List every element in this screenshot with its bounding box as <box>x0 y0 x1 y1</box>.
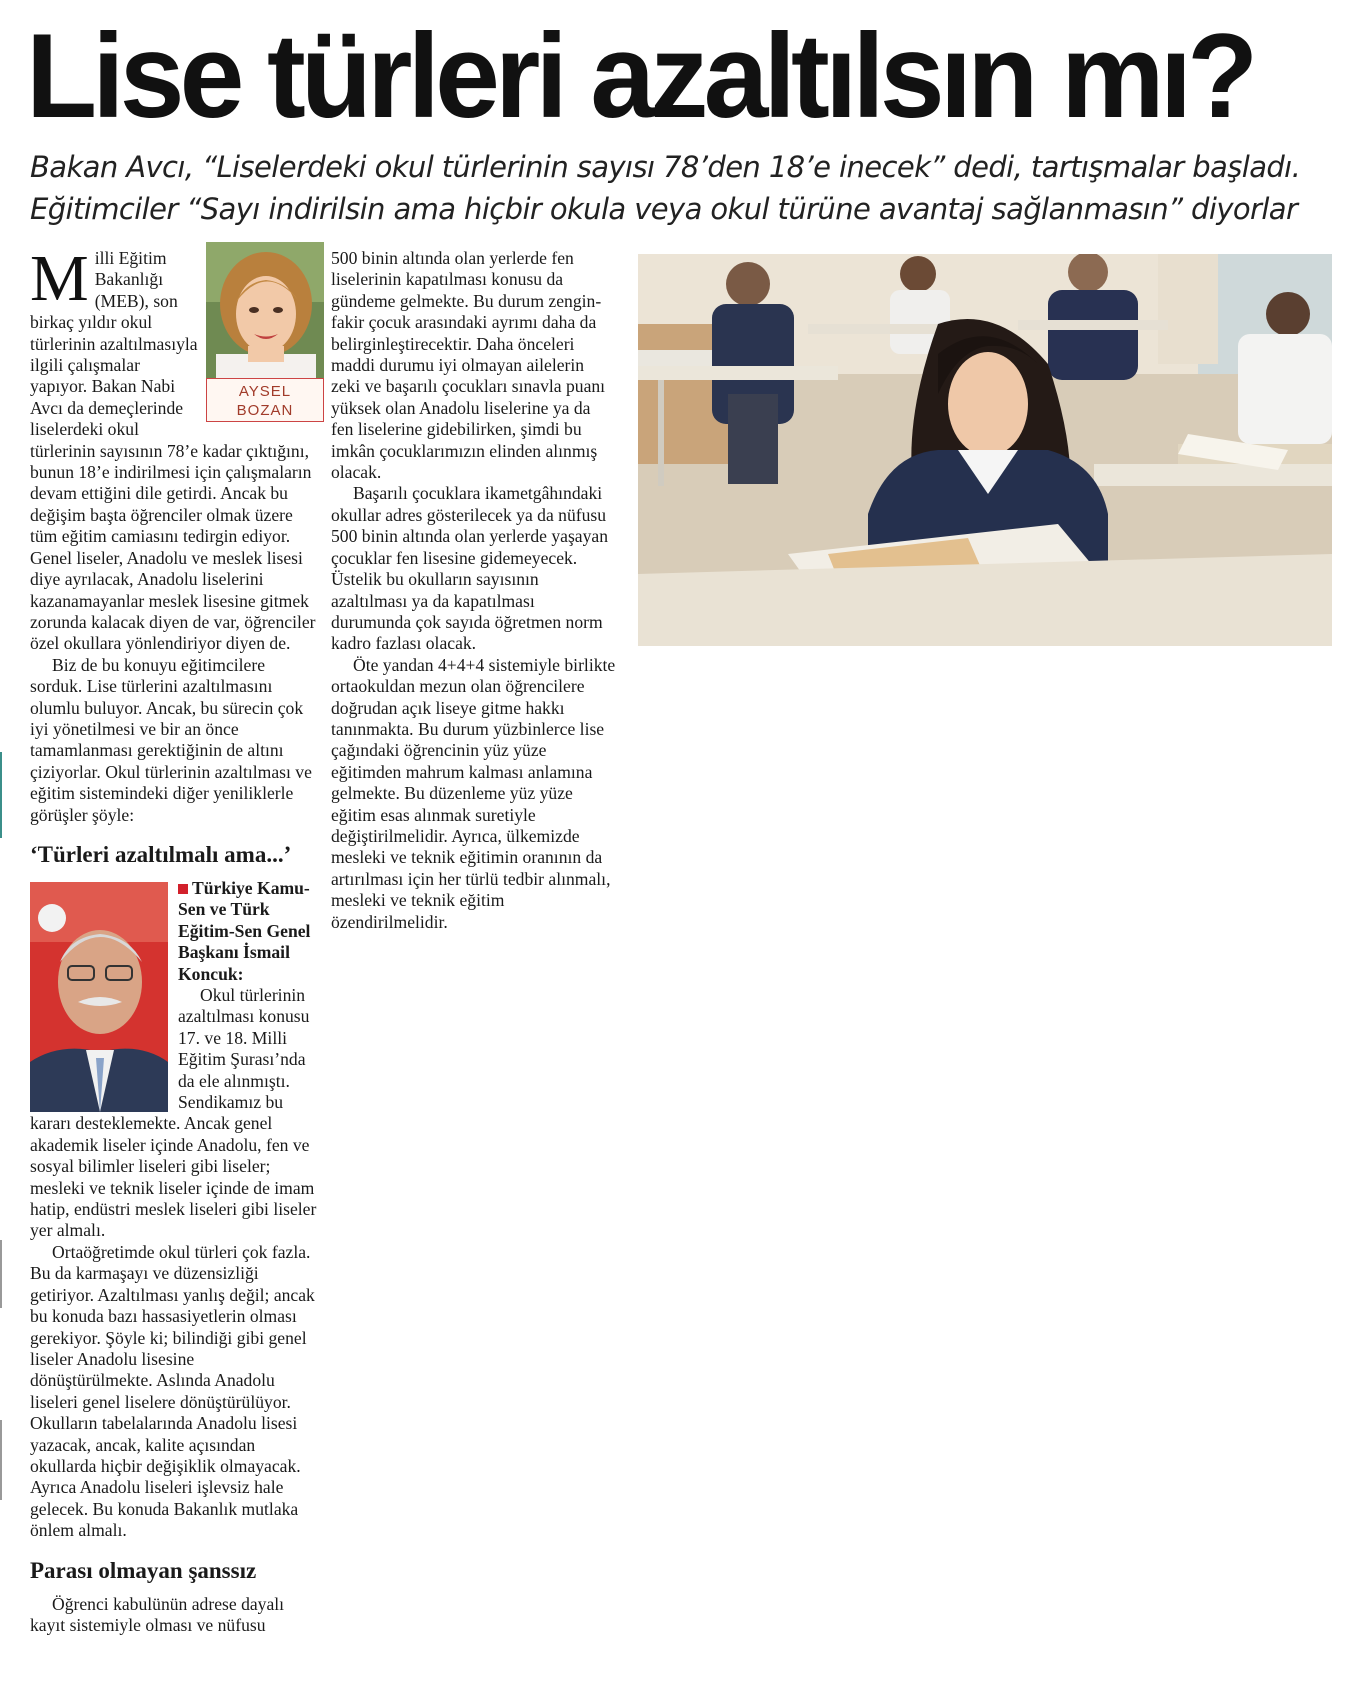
paragraph: Okul türlerinin azaltılması konusu 17. ve 18. Milli Eğitim Şurası’nda da ele alınmıştı. Sendikamız bu kararı desteklemekte. Ancak genel akademik liseler içinde Anadolu, fen ve sosyal bilimler liseleri gibi liseler; mesleki ve teknik liseler içinde de imam hatip, endüstri meslek liseleri gibi liseler yer almalı. <box>30 985 317 1241</box>
author-byline <box>206 378 324 422</box>
author-photo <box>206 242 324 422</box>
column-1 <box>30 242 318 1636</box>
column-2 <box>331 248 616 933</box>
subhead-line-2: Eğitimciler “Sayı indirilsin ama hiçbir okula veya okul türüne avantaj sağlanmasın” diyorlar <box>30 192 1298 226</box>
paragraph: Biz de bu konuyu eğitimcilere sorduk. Lise türlerini azaltılmasını olumlu buluyor. Ancak, bu sürecin çok iyi yönetilmesi ve bir an önce tamamlanması gerektiğinin de altını çiziyorlar. Okul türlerinin azaltılması ve eğitim sistemindeki diğer yeniliklerle görüşler şöyle: <box>30 654 312 825</box>
classroom-photo-image <box>638 254 1332 646</box>
section-heading: ‘Türleri azaltılmalı ama...’ <box>30 841 292 867</box>
interviewee-photo <box>30 882 168 1112</box>
author-last-name: BOZAN <box>236 402 294 419</box>
paragraph: 500 binin altında olan yerlerde fen liselerinin kapatılması konusu da gündeme gelmekte. Bu durum zengin-fakir çocuk arasındaki ayrımı daha da belirginleştirecektir. Daha önceleri maddi durumu iyi olmayan ailelerin zeki ve başarılı çocukları sınavla puanı yüksek olan Anadolu liselerine ya da fen liselerine gidebilirken, şimdi bu imkân çocuklarımızın elinden alınmış olacak. <box>331 248 606 483</box>
section-heading: Parası olmayan şanssız <box>30 1557 257 1583</box>
classroom-photo <box>638 254 1332 646</box>
drop-cap: M <box>30 242 89 315</box>
author-first-name: AYSEL <box>238 383 292 400</box>
paragraph: Başarılı çocuklara ikametgâhındaki okullar adres gösterilecek ya da nüfusu 500 binin altında olan yerlerde yaşayan çocuklar fen lisesine gidemeyecek. Üstelik bu okulların sayısının azaltılması ya da kapatılması durumunda çok sayıda öğretmen norm kadro fazlası olacak. <box>331 483 609 654</box>
author-portrait-image <box>206 242 324 382</box>
subhead <box>30 146 1340 230</box>
red-square-icon <box>178 884 188 894</box>
paragraph-text: illi Eğitim Bakanlığı (MEB), son birkaç yıldır okul türlerinin azaltılmasıyla ilgili çalışmalar yapıyor. Bakan Nabi Avcı da demeçlerinde liselerdeki okul türlerinin sayısının 78’e kadar çıktığını, bunun 18’e indirilmesi için çalışmaların devam ettiğini dile getirdi. Ancak bu değişim başta öğrenciler olmak üzere tüm eğitim camiasını tedirgin ediyor. Genel liseler, Anadolu ve meslek lisesi diye ayrılacak, Anadolu liselerini kazanamayanlar meslek lisesine gitmek zorunda kalacak diyen de var, öğrenciler özel okullara yönlendiriyor diyen de. <box>30 248 316 654</box>
left-edge-marker <box>0 1420 2 1500</box>
paragraph: Ortaöğretimde okul türleri çok fazla. Bu da karmaşayı ve düzensizliği getiriyor. Azaltılması yanlış değil; ancak bu konuda bazı hassasiyetlerin olması gerekiyor. Şöyle ki; bilindiği gibi genel liseler Anadolu lisesine dönüştürülmekte. Aslında Anadolu liseleri genel liselere dönüştürülüyor. Okulların tabelalarında Anadolu lisesi yazacak, ancak, kalite açısından okullarda hiçbir değişiklik olmayacak. Ayrıca Anadolu liseleri işlevsiz hale gelecek. Bu konuda Bakanlık mutlaka önlem almalı. <box>30 1241 315 1541</box>
speaker-name-text: Türkiye Kamu-Sen ve Türk Eğitim-Sen Genel Başkanı İsmail Koncuk: <box>178 877 311 984</box>
paragraph: Öğrenci kabulünün adrese dayalı kayıt sistemiyle olması ve nüfusu <box>30 1593 285 1635</box>
interviewee-portrait-image <box>30 882 168 1112</box>
left-edge-marker <box>0 752 2 838</box>
paragraph: Öte yandan 4+4+4 sistemiyle birlikte ortaokuldan mezun olan öğrencilere doğrudan açık liseye gitme hakkı tanınmakta. Bu durum yüzbinlerce lise çağındaki öğrencinin yüz yüze eğitimden mahrum kalması anlamına gelmekte. Bu düzenleme yüz yüze eğitim esas alınmak suretiyle değiştirilmelidir. Ayrıca, ülkemizde mesleki ve teknik eğitimin oranının da artırılması için her türlü tedbir alınmalı, mesleki ve teknik eğitim özendirilmelidir. <box>331 654 616 932</box>
left-edge-marker <box>0 1240 2 1308</box>
subhead-line-1: Bakan Avcı, “Liselerdeki okul türlerinin sayısı 78’den 18’e inecek” dedi, tartışmalar başladı. <box>30 150 1301 184</box>
headline: Lise türleri azaltılsın mı? <box>26 9 1254 143</box>
